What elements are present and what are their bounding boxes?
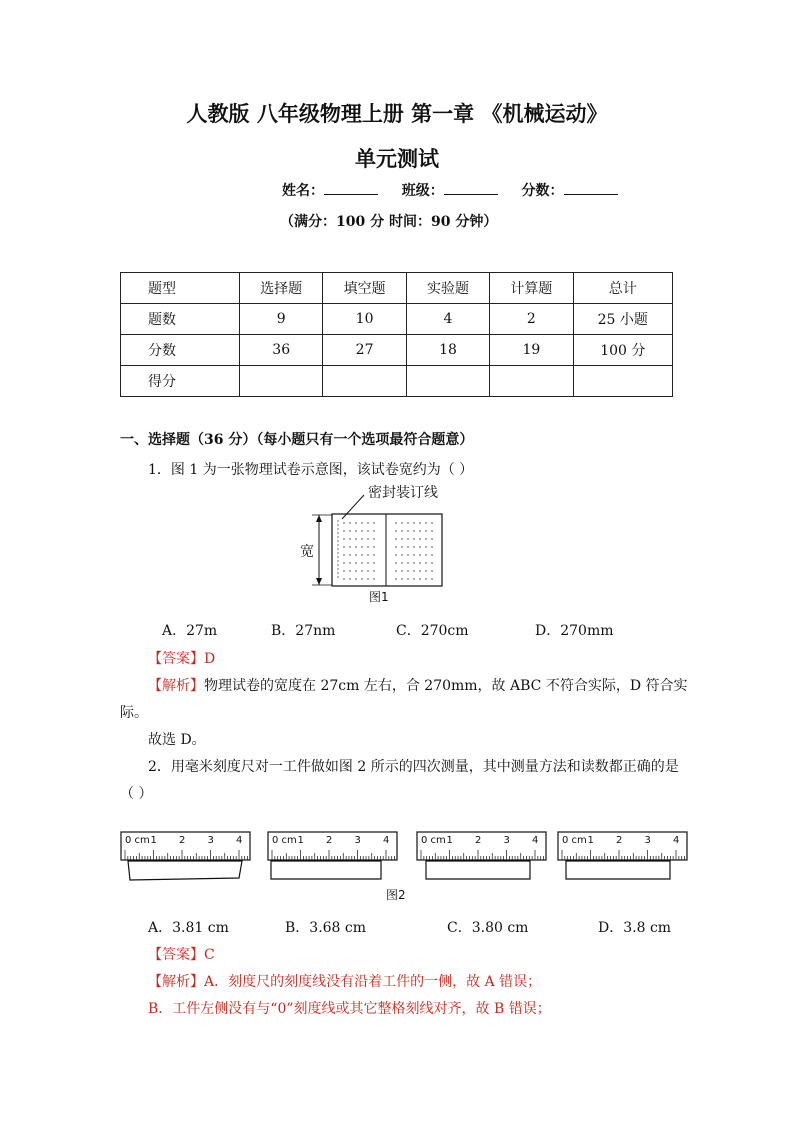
- table-cell: 100 分: [573, 335, 672, 366]
- seal-line-label: 密封装订线: [368, 485, 438, 501]
- text-dot: [373, 522, 374, 523]
- text-dot: [349, 530, 350, 531]
- score-label: 分数：: [521, 183, 564, 199]
- ruler-label: 3: [207, 835, 214, 846]
- table-cell[interactable]: [406, 366, 489, 397]
- text-dot: [367, 546, 368, 547]
- text-dot: [419, 562, 420, 563]
- text-dot: [401, 538, 402, 539]
- text-dot: [373, 570, 374, 571]
- workpiece: [271, 861, 381, 879]
- analysis-text: A．刻度尺的刻度线没有沿着工件的一侧，故 A 错误；: [204, 974, 542, 990]
- text-dot: [431, 562, 432, 563]
- answer-value: C: [204, 947, 215, 963]
- table-row: [121, 273, 673, 304]
- text-dot: [401, 546, 402, 547]
- text-dot: [431, 530, 432, 531]
- table-cell: 10: [323, 304, 406, 335]
- text-dot: [373, 538, 374, 539]
- text-dot: [349, 562, 350, 563]
- text-dot: [407, 538, 408, 539]
- section-heading: 一、选择题（36 分）（每小题只有一个选项最符合题意）: [120, 432, 474, 448]
- text-dot: [407, 570, 408, 571]
- question-2-stem-cont: （ ）: [120, 786, 153, 802]
- table-cell[interactable]: [240, 366, 323, 397]
- text-dot: [413, 570, 414, 571]
- exam-meta: （满分：100 分 时间：90 分钟）: [280, 214, 498, 230]
- text-dot: [431, 578, 432, 579]
- score-table: [120, 272, 673, 397]
- arrow-head-top: [316, 515, 322, 522]
- ruler-label: 4: [532, 835, 539, 846]
- text-dot: [349, 578, 350, 579]
- text-dot: [355, 562, 356, 563]
- paper-text-dots-left: [343, 522, 374, 579]
- ruler-label: 4: [673, 835, 680, 846]
- text-dot: [401, 554, 402, 555]
- page-subtitle: 单元测试: [355, 146, 439, 171]
- text-dot: [343, 538, 344, 539]
- text-dot: [395, 546, 396, 547]
- answer-tag: 【答案】: [148, 651, 204, 667]
- q2-option-a[interactable]: A．3.81 cm: [148, 920, 229, 936]
- ruler-label: 1: [587, 835, 594, 846]
- text-dot: [355, 522, 356, 523]
- class-blank[interactable]: [444, 180, 498, 195]
- q2-answer: [148, 944, 215, 964]
- text-dot: [419, 530, 420, 531]
- paper-outline: [332, 514, 442, 586]
- table-row: [121, 366, 673, 397]
- text-dot: [401, 562, 402, 563]
- text-dot: [395, 554, 396, 555]
- answer-tag: 【答案】: [148, 947, 204, 963]
- analysis-tag: 【解析】: [148, 974, 204, 990]
- text-dot: [419, 522, 420, 523]
- table-cell: 实验题: [406, 273, 489, 304]
- class-label: 班级：: [401, 183, 444, 199]
- seal-line-pointer: [342, 495, 364, 519]
- table-cell[interactable]: [490, 366, 573, 397]
- q1-option-c[interactable]: C．270cm: [396, 623, 469, 639]
- text-dot: [407, 554, 408, 555]
- text-dot: [373, 554, 374, 555]
- text-dot: [367, 554, 368, 555]
- figure-1-caption: 图1: [369, 590, 389, 604]
- q1-option-a[interactable]: A．27m: [162, 623, 218, 639]
- row-header-cell: 得分: [121, 366, 240, 397]
- text-dot: [419, 578, 420, 579]
- text-dot: [343, 530, 344, 531]
- text-dot: [407, 530, 408, 531]
- answer-value: D: [204, 651, 216, 667]
- text-dot: [355, 570, 356, 571]
- text-dot: [349, 554, 350, 555]
- table-cell: 9: [240, 304, 323, 335]
- text-dot: [407, 546, 408, 547]
- text-dot: [407, 562, 408, 563]
- text-dot: [349, 538, 350, 539]
- text-dot: [343, 554, 344, 555]
- ruler-label: 1: [150, 835, 157, 846]
- figure-2-caption: 图2: [386, 888, 406, 902]
- q2-option-c[interactable]: C．3.80 cm: [447, 920, 529, 936]
- q1-analysis: [148, 675, 688, 695]
- table-cell[interactable]: [573, 366, 672, 397]
- text-dot: [355, 538, 356, 539]
- q1-analysis-cont: 际。: [120, 705, 148, 721]
- question-2-stem: 2．用毫米刻度尺对一工件做如图 2 所示的四次测量，其中测量方法和读数都正确的是: [148, 759, 679, 775]
- text-dot: [425, 554, 426, 555]
- paper-text-dots-right: [395, 522, 432, 579]
- q1-option-d[interactable]: D．270mm: [535, 623, 614, 639]
- workpiece: [566, 861, 670, 879]
- name-label: 姓名：: [282, 183, 324, 199]
- text-dot: [395, 538, 396, 539]
- text-dot: [361, 554, 362, 555]
- q1-option-b[interactable]: B．27nm: [271, 623, 336, 639]
- text-dot: [425, 546, 426, 547]
- figure-2: [120, 830, 690, 882]
- name-blank[interactable]: [324, 180, 378, 195]
- text-dot: [413, 554, 414, 555]
- score-blank[interactable]: [564, 180, 618, 195]
- ruler-d-measurement: [557, 830, 689, 882]
- workpiece: [128, 861, 242, 880]
- text-dot: [343, 578, 344, 579]
- text-dot: [419, 554, 420, 555]
- table-row: [121, 335, 673, 366]
- table-cell: 总计: [573, 273, 672, 304]
- table-cell: 25 小题: [573, 304, 672, 335]
- text-dot: [395, 570, 396, 571]
- text-dot: [419, 538, 420, 539]
- text-dot: [431, 546, 432, 547]
- ruler-label: 0 cm: [562, 835, 587, 846]
- q2-option-d[interactable]: D．3.8 cm: [598, 920, 672, 936]
- text-dot: [413, 530, 414, 531]
- text-dot: [373, 530, 374, 531]
- arrow-head-bottom: [316, 578, 322, 585]
- text-dot: [367, 538, 368, 539]
- text-dot: [355, 554, 356, 555]
- table-cell: 36: [240, 335, 323, 366]
- text-dot: [373, 546, 374, 547]
- table-cell: 27: [323, 335, 406, 366]
- text-dot: [349, 546, 350, 547]
- text-dot: [343, 546, 344, 547]
- text-dot: [343, 562, 344, 563]
- ruler-label: 2: [179, 835, 186, 846]
- text-dot: [413, 562, 414, 563]
- text-dot: [361, 578, 362, 579]
- figure-1: [296, 482, 466, 590]
- text-dot: [401, 578, 402, 579]
- table-cell: 19: [490, 335, 573, 366]
- text-dot: [401, 530, 402, 531]
- q1-answer: [148, 648, 215, 668]
- ruler-b-measurement: [267, 830, 399, 882]
- text-dot: [355, 530, 356, 531]
- text-dot: [367, 562, 368, 563]
- text-dot: [361, 570, 362, 571]
- row-header-cell: 题数: [121, 304, 240, 335]
- text-dot: [395, 522, 396, 523]
- text-dot: [373, 562, 374, 563]
- ruler-label: 3: [644, 835, 651, 846]
- row-header-cell: 题型: [121, 273, 240, 304]
- ruler-label: 2: [326, 835, 333, 846]
- text-dot: [425, 538, 426, 539]
- ruler-label: 4: [383, 835, 390, 846]
- table-row: [121, 304, 673, 335]
- text-dot: [413, 522, 414, 523]
- text-dot: [395, 578, 396, 579]
- text-dot: [361, 562, 362, 563]
- student-info: [282, 180, 618, 200]
- text-dot: [367, 570, 368, 571]
- text-dot: [425, 522, 426, 523]
- analysis-tag: 【解析】: [148, 678, 204, 694]
- text-dot: [425, 562, 426, 563]
- workpiece: [426, 861, 530, 879]
- page-title: 人教版 八年级物理上册 第一章 《机械运动》: [186, 101, 608, 126]
- text-dot: [413, 578, 414, 579]
- text-dot: [367, 522, 368, 523]
- text-dot: [343, 570, 344, 571]
- text-dot: [355, 546, 356, 547]
- ruler-label: 2: [475, 835, 482, 846]
- text-dot: [361, 538, 362, 539]
- ruler-label: 1: [446, 835, 453, 846]
- text-dot: [355, 578, 356, 579]
- ruler-label: 3: [354, 835, 361, 846]
- text-dot: [349, 522, 350, 523]
- text-dot: [425, 570, 426, 571]
- text-dot: [401, 522, 402, 523]
- text-dot: [425, 578, 426, 579]
- text-dot: [343, 522, 344, 523]
- question-1-stem: 1．图 1 为一张物理试卷示意图，该试卷宽约为（ ）: [148, 462, 474, 478]
- text-dot: [413, 546, 414, 547]
- text-dot: [361, 546, 362, 547]
- text-dot: [431, 554, 432, 555]
- ruler-label: 4: [236, 835, 243, 846]
- text-dot: [419, 546, 420, 547]
- text-dot: [431, 522, 432, 523]
- ruler-label: 0 cm: [125, 835, 150, 846]
- row-header-cell: 分数: [121, 335, 240, 366]
- ruler-label: 0 cm: [421, 835, 446, 846]
- ruler-label: 1: [297, 835, 304, 846]
- text-dot: [367, 578, 368, 579]
- q2-analysis: [148, 971, 541, 991]
- text-dot: [419, 570, 420, 571]
- text-dot: [407, 522, 408, 523]
- ruler-a-measurement: [120, 830, 252, 882]
- text-dot: [413, 538, 414, 539]
- text-dot: [431, 570, 432, 571]
- ruler-label: 3: [503, 835, 510, 846]
- table-cell: 4: [406, 304, 489, 335]
- text-dot: [367, 530, 368, 531]
- text-dot: [361, 530, 362, 531]
- q2-option-b[interactable]: B．3.68 cm: [285, 920, 367, 936]
- table-cell: 18: [406, 335, 489, 366]
- text-dot: [349, 570, 350, 571]
- text-dot: [425, 530, 426, 531]
- table-cell: 填空题: [323, 273, 406, 304]
- table-cell: 选择题: [240, 273, 323, 304]
- q1-conclusion: 故选 D。: [148, 732, 206, 748]
- table-cell: 2: [490, 304, 573, 335]
- text-dot: [373, 578, 374, 579]
- analysis-text: 物理试卷的宽度在 27cm 左右，合 270mm，故 ABC 不符合实际，D 符合实: [204, 678, 688, 694]
- ruler-label: 2: [616, 835, 623, 846]
- table-cell[interactable]: [323, 366, 406, 397]
- width-label: 宽: [300, 544, 314, 560]
- text-dot: [431, 538, 432, 539]
- text-dot: [401, 570, 402, 571]
- text-dot: [395, 562, 396, 563]
- text-dot: [395, 530, 396, 531]
- text-dot: [361, 522, 362, 523]
- q2-analysis-b: B．工件左侧没有与“0”刻度线或其它整格刻线对齐，故 B 错误；: [148, 1001, 551, 1017]
- text-dot: [407, 578, 408, 579]
- table-cell: 计算题: [490, 273, 573, 304]
- ruler-label: 0 cm: [272, 835, 297, 846]
- ruler-c-measurement: [416, 830, 548, 882]
